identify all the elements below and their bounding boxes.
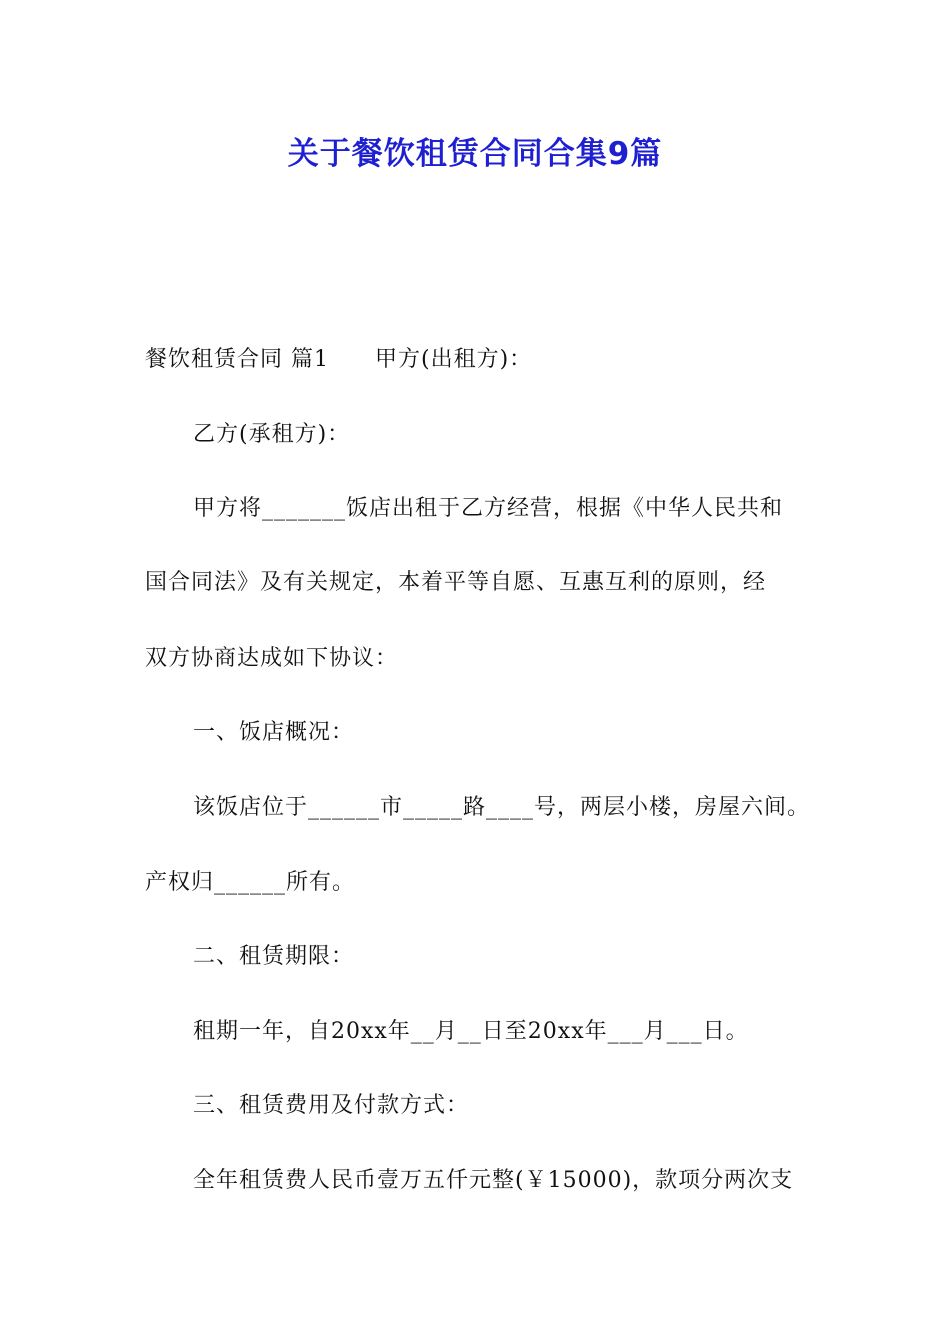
first-line: [145, 345, 532, 375]
paragraph-line: 产权归______所有。: [145, 870, 356, 895]
paragraph-line: 该饭店位于______市_____路____号，两层小楼，房屋六间。: [193, 795, 811, 820]
section-heading-term: 二、租赁期限：: [193, 944, 355, 969]
section-heading: 餐饮租赁合同 篇1: [145, 347, 329, 372]
document-title: 关于餐饮租赁合同合集9篇: [287, 136, 663, 172]
paragraph-line: 全年租赁费人民币壹万五仟元整(￥15000)，款项分两次支: [193, 1168, 794, 1193]
section-heading-fees: 三、租赁费用及付款方式：: [193, 1093, 470, 1118]
paragraph-line: 双方协商达成如下协议：: [145, 646, 399, 671]
party-b-label: 乙方(承租方)：: [193, 422, 351, 447]
paragraph-line: 甲方将_______饭店出租于乙方经营，根据《中华人民共和: [193, 496, 784, 521]
party-a-label: 甲方(出租方)：: [375, 347, 533, 372]
paragraph-line: 国合同法》及有关规定，本着平等自愿、互惠互利的原则，经: [145, 570, 767, 595]
section-heading-overview: 一、饭店概况：: [193, 720, 355, 745]
paragraph-line: 租期一年，自20xx年__月__日至20xx年___月___日。: [193, 1019, 749, 1044]
